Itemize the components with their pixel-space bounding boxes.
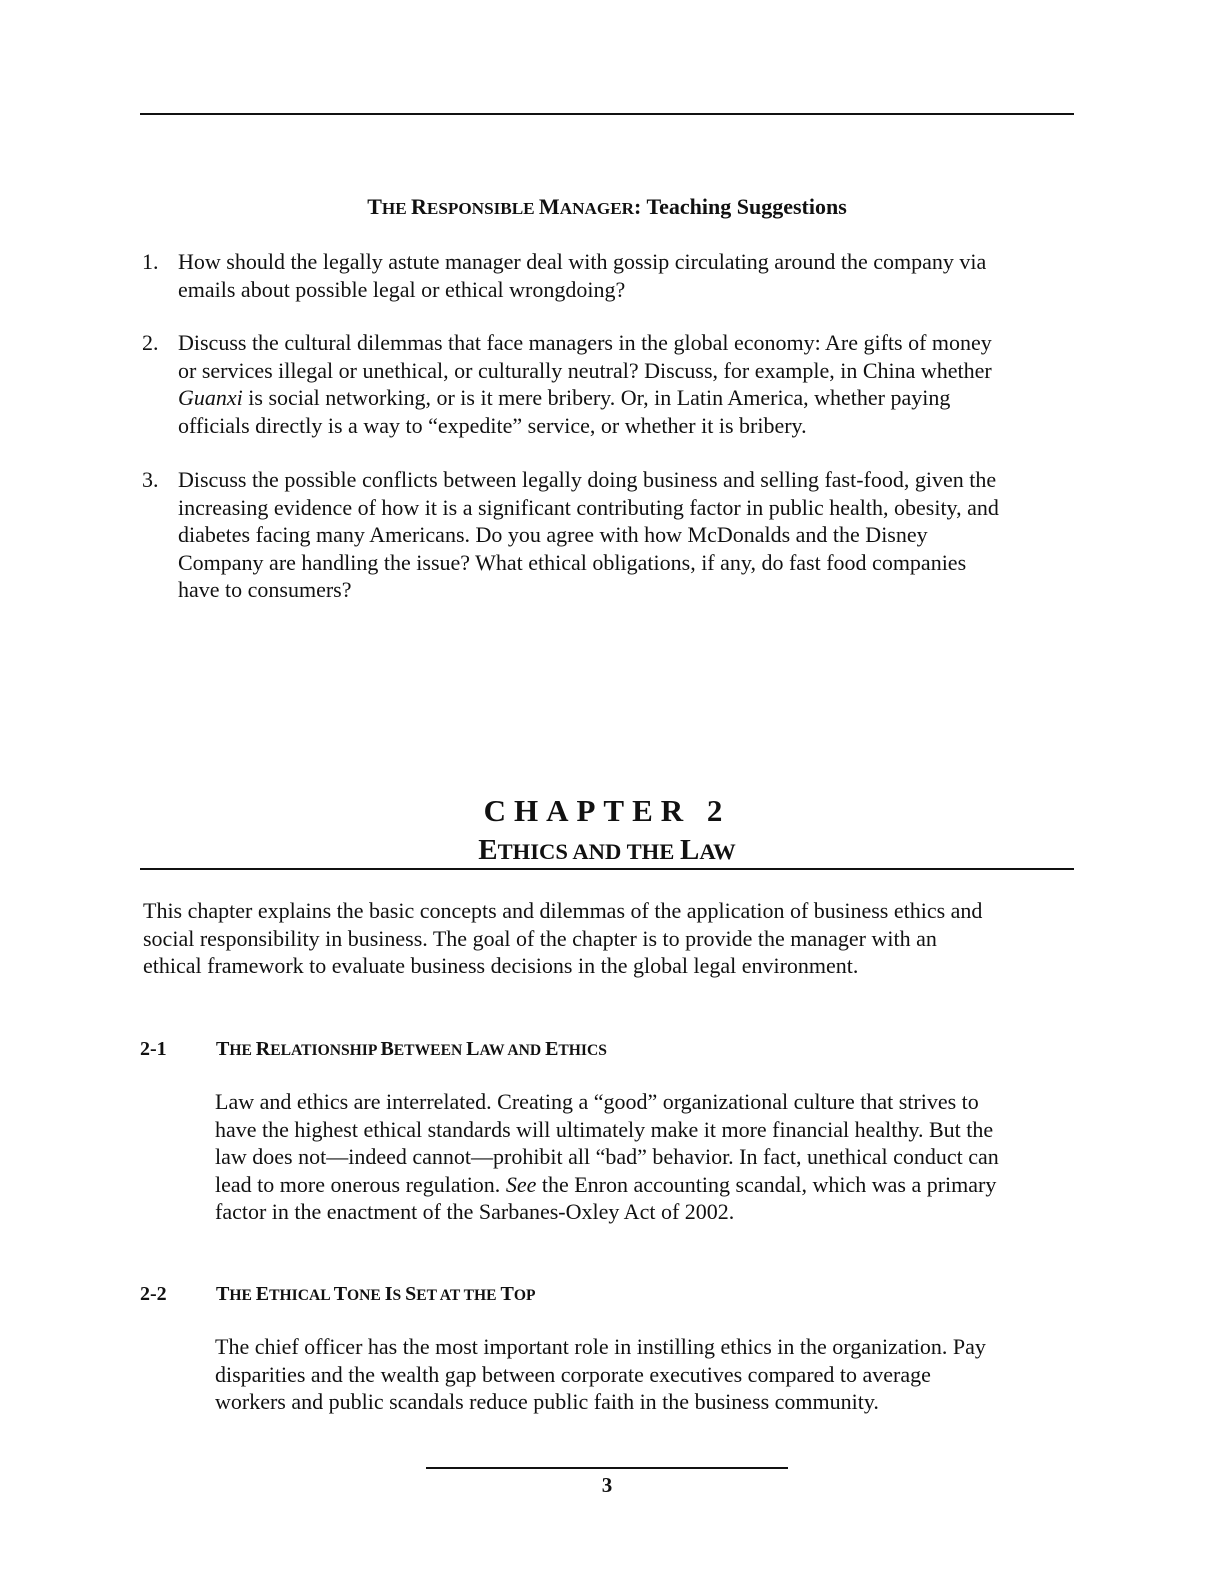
chapter-number: CHAPTER 2: [483, 793, 731, 828]
chapter-intro-paragraph: This chapter explains the basic concepts and dilemmas of the application of business ethics and social responsibility in business. The goal of the chapter is to provide the manager with an ethical framework to evaluate business decisions in the global legal environment.: [143, 898, 983, 978]
chapter-title-letter: E: [478, 834, 498, 866]
question-text: [178, 329, 1074, 439]
section-title-letter: E: [255, 1283, 270, 1305]
heading-letter: T: [367, 194, 382, 219]
section-title-smallcaps: ETWEEN: [393, 1042, 467, 1059]
question-number: 1.: [142, 249, 159, 274]
section-body-text: the Enron accounting scandal, which was a primary factor in the enactment of the Sarbanes-Oxley Act of 2002.: [215, 1171, 997, 1224]
heading-smallcaps: HE: [381, 199, 411, 218]
section-title-letter: T: [500, 1283, 514, 1305]
section-title-smallcaps: AW AND: [479, 1042, 546, 1059]
heading-smallcaps: ESPONSIBLE: [426, 199, 539, 218]
section-title-smallcaps: OP: [513, 1287, 536, 1304]
section-body-text: Law and ethics are interrelated. Creating a “good” organizational culture that strives to have the highest ethical standards will ultimately make it more financial healthy. But the law does not—indeed cannot—prohibit all “bad” behavior. In fact, unethical conduct can lead to more onerous regulation.: [215, 1089, 999, 1197]
chapter-title: [140, 833, 1074, 869]
section-title-letter: T: [216, 1038, 230, 1060]
chapter-title-smallcaps: THICS AND THE: [497, 839, 680, 864]
section-title-letter: T: [333, 1283, 348, 1305]
section-number: 2-1: [140, 1038, 167, 1060]
section-title-smallcaps: HE: [229, 1042, 256, 1059]
section-title-letter: E: [545, 1038, 559, 1060]
section-title-smallcaps: ELATIONSHIP: [270, 1042, 381, 1059]
question-italic-term: Guanxi: [178, 385, 243, 410]
question-number: 3.: [142, 467, 159, 492]
section-body-2-1: [215, 1088, 1074, 1226]
chapter-title-letter: L: [679, 834, 700, 866]
heading-letter: M: [538, 194, 560, 219]
section-body-italic: See: [505, 1171, 537, 1197]
question-text: How should the legally astute manager deal with gossip circulating around the company via emails about possible legal or ethical wrongdoing?: [178, 249, 987, 302]
page-number: 3: [601, 1473, 613, 1497]
section-title-letter: I: [384, 1283, 393, 1305]
heading-subtitle: : Teaching Suggestions: [634, 194, 847, 219]
section-title-smallcaps: S: [392, 1287, 406, 1304]
section-title-smallcaps: ONE: [347, 1287, 385, 1304]
question-text-part: Discuss the cultural dilemmas that face managers in the global economy: Are gifts of money or services illegal or unethical, or culturally neutral? Discuss, for example, in China whether: [178, 330, 992, 383]
section-title-smallcaps: THICAL: [269, 1287, 334, 1304]
chapter-title-smallcaps: AW: [699, 839, 736, 864]
section-body-2-2: The chief officer has the most important role in instilling ethics in the organization. Pay disparities and the wealth gap between corporate executives compared to average workers and public scandals reduce public faith in the business community.: [215, 1334, 986, 1414]
responsible-manager-heading: [140, 194, 1074, 222]
section-title-letter: R: [255, 1038, 271, 1060]
section-title-smallcaps: HE: [229, 1287, 256, 1304]
question-text: Discuss the possible conflicts between legally doing business and selling fast-food, given the increasing evidence of how it is a significant contributing factor in public health, obesity, and diabetes facing many Americans. Do you agree with how McDonalds and the Disney Company are handling the issue? What ethical obligations, if any, do fast food companies have to consumers?: [178, 467, 999, 602]
question-text-part: is social networking, or is it mere bribery. Or, in Latin America, whether paying officials directly is a way to “expedite” service, or whether it is bribery.: [178, 385, 951, 438]
heading-letter: R: [410, 194, 427, 219]
section-title-smallcaps: ET AT THE: [416, 1287, 501, 1304]
heading-smallcaps: ANAGER: [559, 199, 635, 218]
chapter-divider: [140, 868, 1074, 870]
section-title-letter: B: [380, 1038, 394, 1060]
section-title: [216, 1282, 535, 1308]
footer-divider: [426, 1467, 788, 1469]
question-number: 2.: [142, 330, 159, 355]
section-title-letter: T: [216, 1283, 230, 1305]
section-title-letter: S: [405, 1283, 417, 1305]
section-number: 2-2: [140, 1283, 167, 1305]
top-divider: [140, 113, 1074, 115]
section-title: [216, 1037, 607, 1063]
section-title-letter: L: [466, 1038, 480, 1060]
section-title-smallcaps: THICS: [558, 1042, 607, 1059]
